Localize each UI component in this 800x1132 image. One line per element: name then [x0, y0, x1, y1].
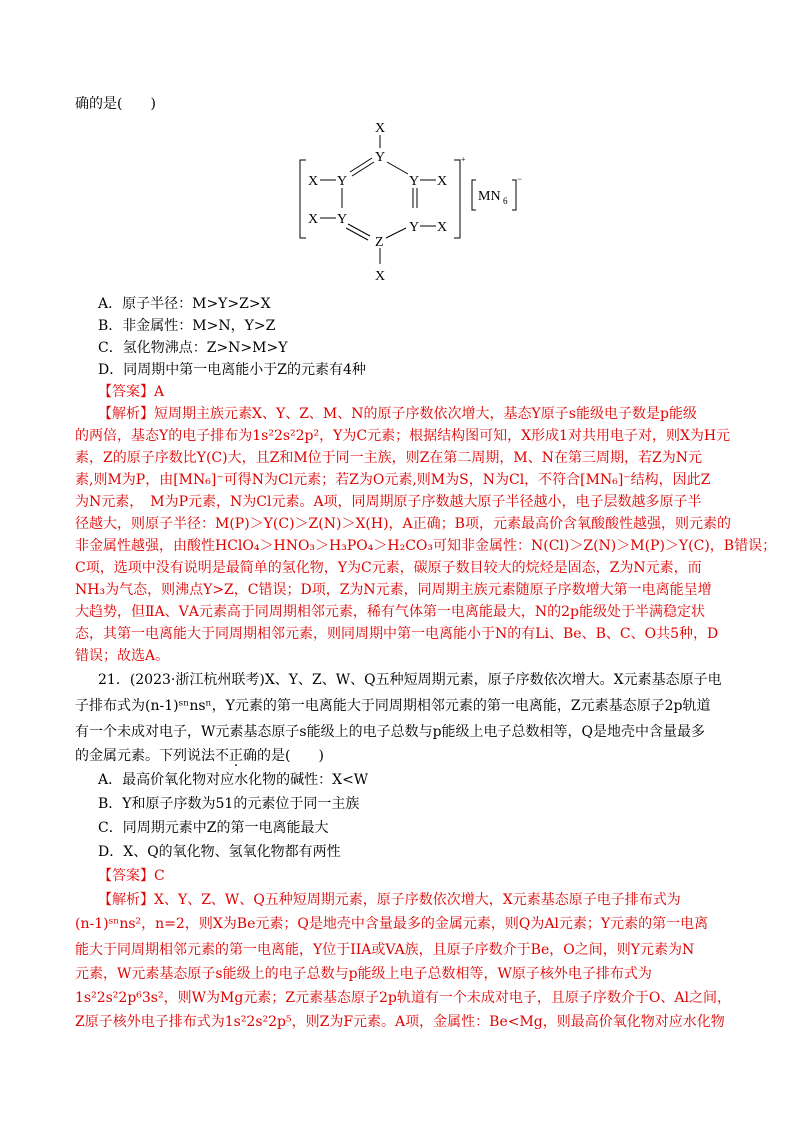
atom-label: Y: [337, 212, 348, 227]
right-bracket: [454, 160, 460, 238]
q20-analysis-line: 非金属性越强，由酸性HClO₄＞HNO₃＞H₃PO₄＞H₂CO₃可知非金属性：N(Cl)＞Z(N)＞M(P)＞Y(C)，B错误；: [75, 538, 777, 554]
cation-charge: +: [461, 155, 466, 164]
q21-option-b: B．Y和原子序数为51的元素位于同一主族: [98, 796, 360, 812]
q21-analysis-line: 能大于同周期相邻元素的第一电离能，Y位于IIA或VA族，且原子序数介于Be，O之间，则Y元素为N: [75, 942, 695, 958]
q21-stem-last-line: [75, 746, 725, 766]
q20-stem-tail: 确的是( ): [75, 96, 156, 112]
q21-analysis-line: Z原子核外电子排布式为1s²2s²2p⁵，则Z为F元素。A项，金属性：Be<Mg，则最高价氧化物对应水化物: [75, 1014, 725, 1030]
q21-stem-line: 21．(2023·浙江杭州联考)X、Y、Z、W、Q五种短周期元素，原子序数依次增大。X元素基态原子电: [98, 672, 722, 688]
atom-label: X: [308, 174, 319, 189]
q20-answer: 【答案】A: [98, 384, 165, 400]
q20-analysis-line: 大趋势，但ⅡA、ⅤA元素高于同周期相邻元素，稀有气体第一电离能最大，N的2p能级处于半满稳定状: [75, 604, 705, 620]
atom-label: X: [437, 174, 448, 189]
atom-label: X: [375, 269, 386, 284]
q20-analysis-line: NH₃为气态，则沸点Y>Z，C错误；D项，Z为N元素，同周期主族元素随原子序数增大第一电离能呈增: [75, 582, 712, 598]
q21-option-c: C．同周期元素中Z的第一电离能最大: [98, 820, 329, 836]
q20-option-a: A．原子半径：M>Y>Z>X: [98, 296, 271, 312]
q20-option-d: D．同周期中第一电离能小于Z的元素有4种: [98, 362, 366, 378]
q21-analysis-line: 1s²2s²2p⁶3s²，则W为Mg元素；Z元素基态原子2p轨道有一个未成对电子，且原子序数介于O、Al之间，: [75, 990, 731, 1006]
atom-label: Z: [375, 235, 384, 250]
q20-analysis-line: 的两倍，基态Y的电子排布为1s²2s²2p²，Y为C元素；根据结构图可知，X形成1对共用电子对，则X为H元: [75, 428, 731, 444]
q20-analysis-line: 素，Z的原子序数比Y(C)大，且Z和M位于同一主族，则Z在第二周期，M、N在第三周期，若Z为N元: [75, 450, 702, 466]
atom-label: Y: [409, 174, 420, 189]
q20-option-b: B．非金属性：M>N，Y>Z: [98, 318, 276, 334]
q21-analysis-line: (n-1)ˢⁿns²，n=2，则X为Be元素；Q是地壳中含量最多的金属元素，则Q为Al元素；Y元素的第一电离: [75, 916, 709, 932]
anion-subscript: 6: [503, 196, 508, 206]
q21-stem-end: 的是( ): [257, 748, 324, 764]
q21-stem-line: 子排布式为(n-1)ˢⁿnsⁿ，Y元素的第一电离能大于同周期相邻元素的第一电离能，Z元素基态原子2p轨道: [75, 698, 711, 714]
atom-label: Y: [337, 174, 348, 189]
q21-option-a: A．最高价氧化物对应水化物的碱性：X<W: [98, 772, 369, 788]
q21-option-d: D．X、Q的氧化物、氢氧化物都有两性: [98, 844, 341, 860]
q20-analysis-line: C项，选项中没有说明是最简单的氢化物，Y为C元素，碳原子数目较大的烷烃是固态，Z为N元素，而: [75, 560, 702, 576]
atom-label: X: [308, 212, 319, 227]
structure-diagram: [290, 118, 550, 288]
q21-stem-line: 有一个未成对电子，W元素基态原子s能级上的电子总数与p能级上电子总数相等，Q是地壳中含量最多: [75, 724, 706, 740]
anion-left-bracket: [472, 180, 476, 210]
q21-stem-line: 的金属元素。下列说法: [75, 748, 215, 764]
q21-answer: 【答案】C: [98, 868, 165, 884]
left-bracket: [300, 160, 306, 238]
q21-analysis-line: 元素，W元素基态原子s能级上的电子总数与p能级上电子总数相等，W原子核外电子排布式为: [75, 966, 652, 982]
anion-charge: −: [517, 174, 523, 184]
q21-analysis-line: 【解析】X、Y、Z、W、Q五种短周期元素，原子序数依次增大，X元素基态原子电子排布式为: [98, 892, 681, 908]
q20-analysis-line: 态，其第一电离能大于同周期相邻元素，则同周期中第一电离能小于N的有Li、Be、B、C、O共5种，D: [75, 626, 719, 642]
anion-right-bracket: [512, 180, 516, 210]
q21-emphasis: 不正确: [215, 748, 257, 764]
atom-label: Y: [375, 150, 386, 165]
q20-analysis-line: 错误；故选A。: [75, 648, 170, 664]
atom-label: X: [375, 121, 386, 136]
q20-analysis-line: 素,则M为P，由[MN₆]⁻可得N为Cl元素；若Z为O元素,则M为S，N为Cl，不符合[MN₆]⁻结构，因此Z: [75, 472, 711, 488]
q20-analysis-line: 为N元素， M为P元素，N为Cl元素。A项，同周期原子序数越大原子半径越小，电子层数越多原子半: [75, 494, 702, 510]
q20-analysis-line: 【解析】短周期主族元素X、Y、Z、M、N的原子序数依次增大，基态Y原子s能级电子数是p能级: [98, 406, 697, 422]
q20-option-c: C．氢化物沸点：Z>N>M>Y: [98, 340, 288, 356]
atom-label: X: [437, 220, 448, 235]
atom-label: Y: [409, 220, 420, 235]
anion-formula: MN: [478, 189, 501, 204]
q20-analysis-line: 径越大，则原子半径：M(P)＞Y(C)＞Z(N)＞X(H)，A正确；B项，元素最高价含氧酸酸性越强，则元素的: [75, 516, 731, 532]
